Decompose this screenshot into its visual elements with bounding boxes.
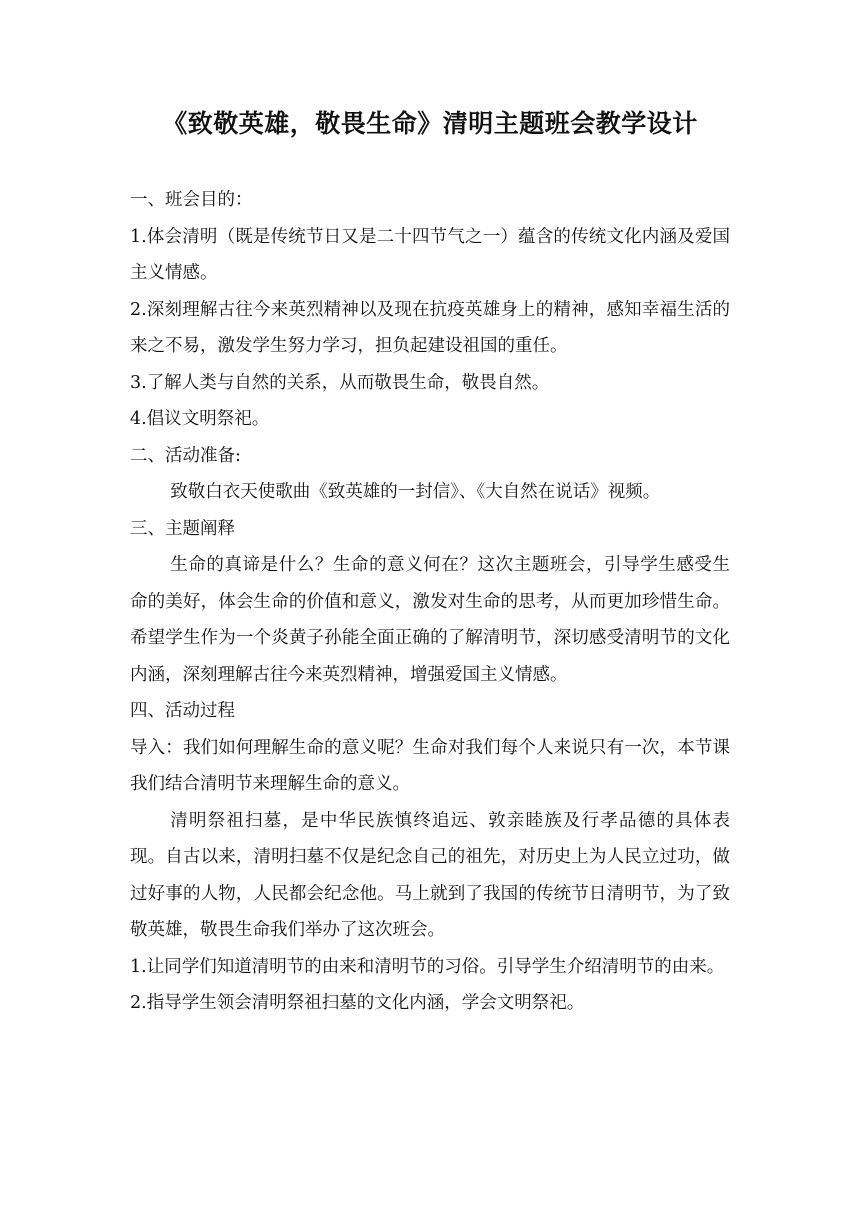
theme-paragraph: 生命的真谛是什么？生命的意义何在？这次主题班会，引导学生感受生命的美好，体会生命的价值和意义，激发对生命的思考，从而更加珍惜生命。希望学生作为一个炎黄子孙能全面正确的了解清明节，深切感受清明节的文化内涵，深刻理解古往今来英烈精神，增强爱国主义情感。 — [130, 555, 730, 685]
section-heading-process: 四、活动过程 — [130, 701, 235, 721]
process-intro-paragraph: 导入：我们如何理解生命的意义呢？生命对我们每个人来说只有一次，本节课我们结合清明节来理解生命的意义。 — [130, 737, 730, 794]
section-heading-theme: 三、主题阐释 — [130, 518, 235, 539]
document-title: 《致敬英雄，敬畏生命》清明主题班会教学设计 — [162, 109, 698, 138]
preparation-paragraph: 致敬白衣天使歌曲《致英雄的一封信》、《大自然在说话》视频。 — [170, 482, 661, 502]
process-item-1: 1.让同学们知道清明节的由来和清明节的习俗。引导学生介绍清明节的由来。 — [130, 956, 725, 977]
document-body — [130, 182, 730, 1022]
purpose-item-2: 2.深刻理解古往今来英烈精神以及现在抗疫英雄身上的精神，感知幸福生活的来之不易，激发学生努力学习，担负起建设祖国的重任。 — [130, 299, 730, 356]
purpose-item-1: 1.体会清明（既是传统节日又是二十四节气之一）蕴含的传统文化内涵及爱国主义情感。 — [130, 226, 730, 283]
section-heading-preparation: 二、活动准备: — [130, 445, 241, 466]
process-body-paragraph: 清明祭祖扫墓，是中华民族慎终追远、敦亲睦族及行孝品德的具体表现。自古以来，清明扫墓不仅是纪念自己的祖先，对历史上为人民立过功，做过好事的人物，人民都会纪念他。马上就到了我国的传统节日清明节，为了致敬英雄，敬畏生命我们举办了这次班会。 — [130, 810, 730, 940]
purpose-item-3: 3.了解人类与自然的关系，从而敬畏生命，敬畏自然。 — [130, 372, 550, 393]
purpose-item-4: 4.倡议文明祭祀。 — [130, 409, 270, 429]
process-item-2: 2.指导学生领会清明祭祖扫墓的文化内涵，学会文明祭祀。 — [130, 993, 585, 1013]
section-heading-purpose: 一、班会目的： — [130, 190, 253, 210]
